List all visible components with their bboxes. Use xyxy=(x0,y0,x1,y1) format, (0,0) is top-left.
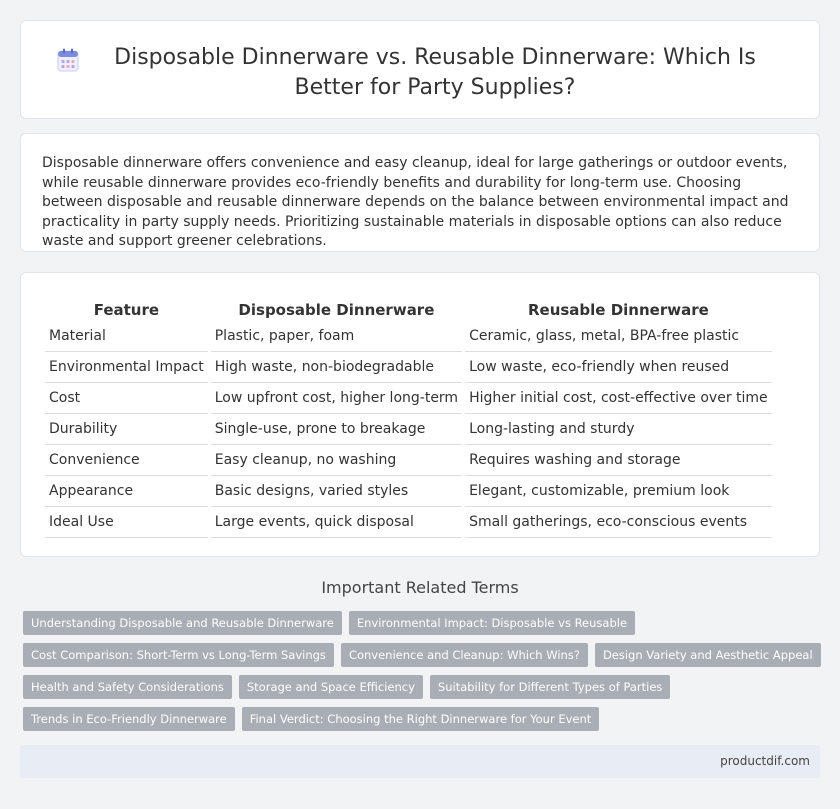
related-term-tag[interactable]: Final Verdict: Choosing the Right Dinnerware for Your Event xyxy=(242,707,600,731)
related-term-tag[interactable]: Design Variety and Aesthetic Appeal xyxy=(595,643,821,667)
table-cell: Large events, quick disposal xyxy=(211,507,462,538)
table-row xyxy=(45,445,772,476)
table-header-row xyxy=(45,295,772,321)
table-row xyxy=(45,414,772,445)
table-cell: Plastic, paper, foam xyxy=(211,321,462,352)
related-term-tag[interactable]: Cost Comparison: Short-Term vs Long-Term Savings xyxy=(23,643,334,667)
tag-row xyxy=(23,611,803,635)
tag-row xyxy=(23,707,803,731)
related-term-tag[interactable]: Convenience and Cleanup: Which Wins? xyxy=(341,643,588,667)
table-header-feature: Feature xyxy=(93,301,160,319)
tag-row xyxy=(23,675,803,699)
summary-text: Disposable dinnerware offers convenience and easy cleanup, ideal for large gatherings or outdoor events, while reusable dinnerware provides eco-friendly benefits and durability for long-term use. Choosing between disposable and reusable dinnerware depends on the balance between environmental impact and practicality in party supply needs. Prioritizing sustainable materials in disposable options can also reduce waste and support greener celebrations. xyxy=(42,155,789,249)
table-cell: Ideal Use xyxy=(45,507,208,538)
related-term-tag[interactable]: Environmental Impact: Disposable vs Reusable xyxy=(349,611,635,635)
related-term-tag[interactable]: Storage and Space Efficiency xyxy=(239,675,423,699)
comparison-table-card xyxy=(20,272,820,557)
table-cell: Ceramic, glass, metal, BPA-free plastic xyxy=(465,321,772,352)
table-row xyxy=(45,321,772,352)
table-cell: Convenience xyxy=(45,445,208,476)
table-cell: Long-lasting and sturdy xyxy=(465,414,772,445)
table-cell: Low waste, eco-friendly when reused xyxy=(465,352,772,383)
table-cell: Small gatherings, eco-conscious events xyxy=(465,507,772,538)
table-cell: Basic designs, varied styles xyxy=(211,476,462,507)
table-cell: Higher initial cost, cost-effective over time xyxy=(465,383,772,414)
table-cell: High waste, non-biodegradable xyxy=(211,352,462,383)
tag-row xyxy=(23,643,813,667)
table-header-reusable: Reusable Dinnerware xyxy=(527,301,709,319)
footer xyxy=(20,745,820,778)
table-row xyxy=(45,507,772,538)
header-card xyxy=(20,20,820,119)
table-cell: Requires washing and storage xyxy=(465,445,772,476)
comparison-table xyxy=(42,295,775,538)
table-cell: Low upfront cost, higher long-term xyxy=(211,383,462,414)
table-cell: Appearance xyxy=(45,476,208,507)
table-row xyxy=(45,352,772,383)
page-title: Disposable Dinnerware vs. Reusable Dinnerware: Which Is Better for Party Supplies? xyxy=(114,45,756,100)
related-terms-title: Important Related Terms xyxy=(321,578,519,597)
table-cell: Material xyxy=(45,321,208,352)
table-cell: Durability xyxy=(45,414,208,445)
related-term-tag[interactable]: Trends in Eco-Friendly Dinnerware xyxy=(23,707,235,731)
footer-site[interactable]: productdif.com xyxy=(720,754,810,768)
table-cell: Single-use, prone to breakage xyxy=(211,414,462,445)
table-cell: Elegant, customizable, premium look xyxy=(465,476,772,507)
table-cell: Cost xyxy=(45,383,208,414)
table-header-disposable: Disposable Dinnerware xyxy=(238,301,435,319)
table-cell: Environmental Impact xyxy=(45,352,208,383)
table-cell: Easy cleanup, no washing xyxy=(211,445,462,476)
table-row xyxy=(45,383,772,414)
related-terms-tags xyxy=(23,611,813,739)
table-row xyxy=(45,476,772,507)
related-term-tag[interactable]: Understanding Disposable and Reusable Dinnerware xyxy=(23,611,342,635)
related-term-tag[interactable]: Health and Safety Considerations xyxy=(23,675,232,699)
related-term-tag[interactable]: Suitability for Different Types of Parties xyxy=(430,675,670,699)
summary-card xyxy=(20,133,820,252)
